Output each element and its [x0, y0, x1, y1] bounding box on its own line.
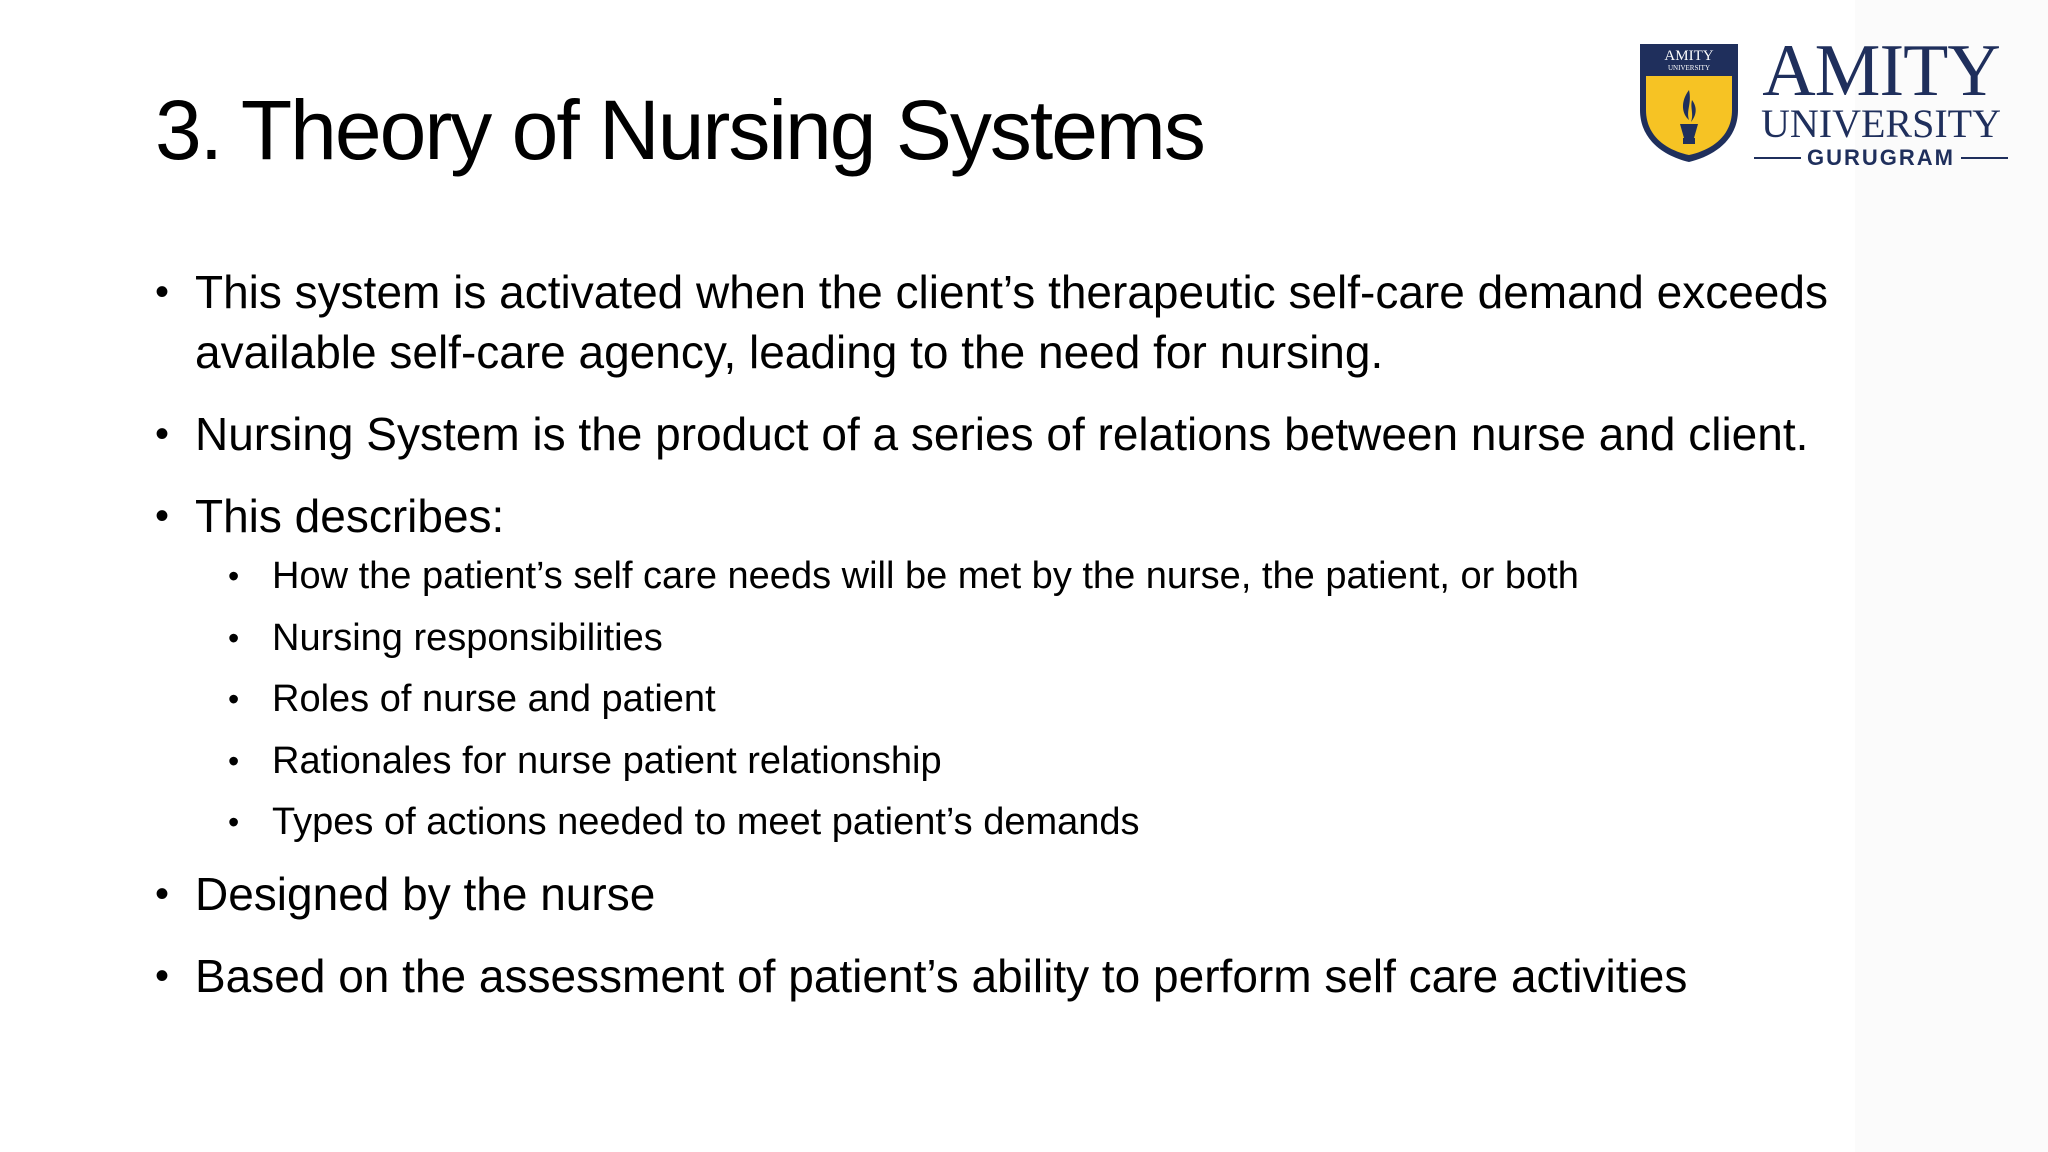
sub-bullet-text: Types of actions needed to meet patient’s demands: [272, 801, 1140, 843]
bullet-text: Nursing System is the product of a series of relations between nurse and client.: [195, 408, 1809, 460]
sub-bullet-item: [195, 669, 1875, 731]
bullet-item: [155, 864, 1875, 924]
sub-bullet-marker: •: [228, 558, 240, 594]
bullet-marker: •: [155, 871, 170, 916]
logo-campus-row: [1754, 146, 2008, 170]
amity-university-logo: [1636, 30, 2008, 172]
bullet-item: [155, 486, 1875, 854]
sub-bullet-item: [195, 792, 1875, 854]
logo-rule-left: [1754, 157, 1801, 159]
logo-name-line1: AMITY: [1762, 30, 2000, 112]
logo-name-line3: GURUGRAM: [1807, 145, 1955, 170]
bullet-item: [155, 262, 1875, 382]
bullet-text: This describes:: [195, 490, 505, 542]
bullet-marker: •: [155, 953, 170, 998]
slide-title: 3. Theory of Nursing Systems: [155, 83, 1204, 177]
sub-bullet-text: Nursing responsibilities: [272, 616, 663, 659]
sub-bullet-marker: •: [228, 742, 240, 779]
sub-bullet-text: Rationales for nurse patient relationship: [272, 739, 942, 782]
logo-wordmark: [1754, 30, 2008, 170]
bullet-text: This system is activated when the client’s therapeutic self-care demand exceeds available self-care agency, leading to the need for nursing.: [195, 266, 1828, 378]
bullet-list: [155, 262, 1875, 1028]
bullet-marker: •: [155, 494, 170, 538]
bullet-marker: •: [155, 270, 170, 314]
bullet-item: [155, 404, 1875, 464]
sub-bullet-marker: •: [228, 681, 240, 717]
sub-bullet-marker: •: [228, 804, 240, 840]
shield-logo-sub-lettering: UNIVERSITY: [1668, 64, 1710, 72]
logo-name-line2: UNIVERSITY: [1761, 101, 2001, 146]
bullet-item: [155, 946, 1875, 1006]
university-shield-icon: [1636, 40, 1742, 164]
sub-bullet-text: Roles of nurse and patient: [272, 678, 716, 720]
sub-bullet-item: [195, 731, 1875, 793]
sub-bullet-marker: •: [228, 619, 240, 656]
bullet-marker: •: [155, 412, 170, 456]
shield-logo-lettering: AMITY: [1664, 48, 1714, 64]
sub-bullet-item: [195, 546, 1875, 608]
sub-bullet-item: [195, 608, 1875, 670]
slide-edge-strip: [1855, 0, 2048, 1152]
bullet-text: Designed by the nurse: [195, 867, 656, 920]
bullet-text: Based on the assessment of patient’s ability to perform self care activities: [195, 949, 1688, 1002]
sub-bullet-list: [195, 546, 1875, 854]
logo-rule-right: [1961, 157, 2008, 159]
sub-bullet-text: How the patient’s self care needs will be met by the nurse, the patient, or both: [272, 555, 1579, 597]
